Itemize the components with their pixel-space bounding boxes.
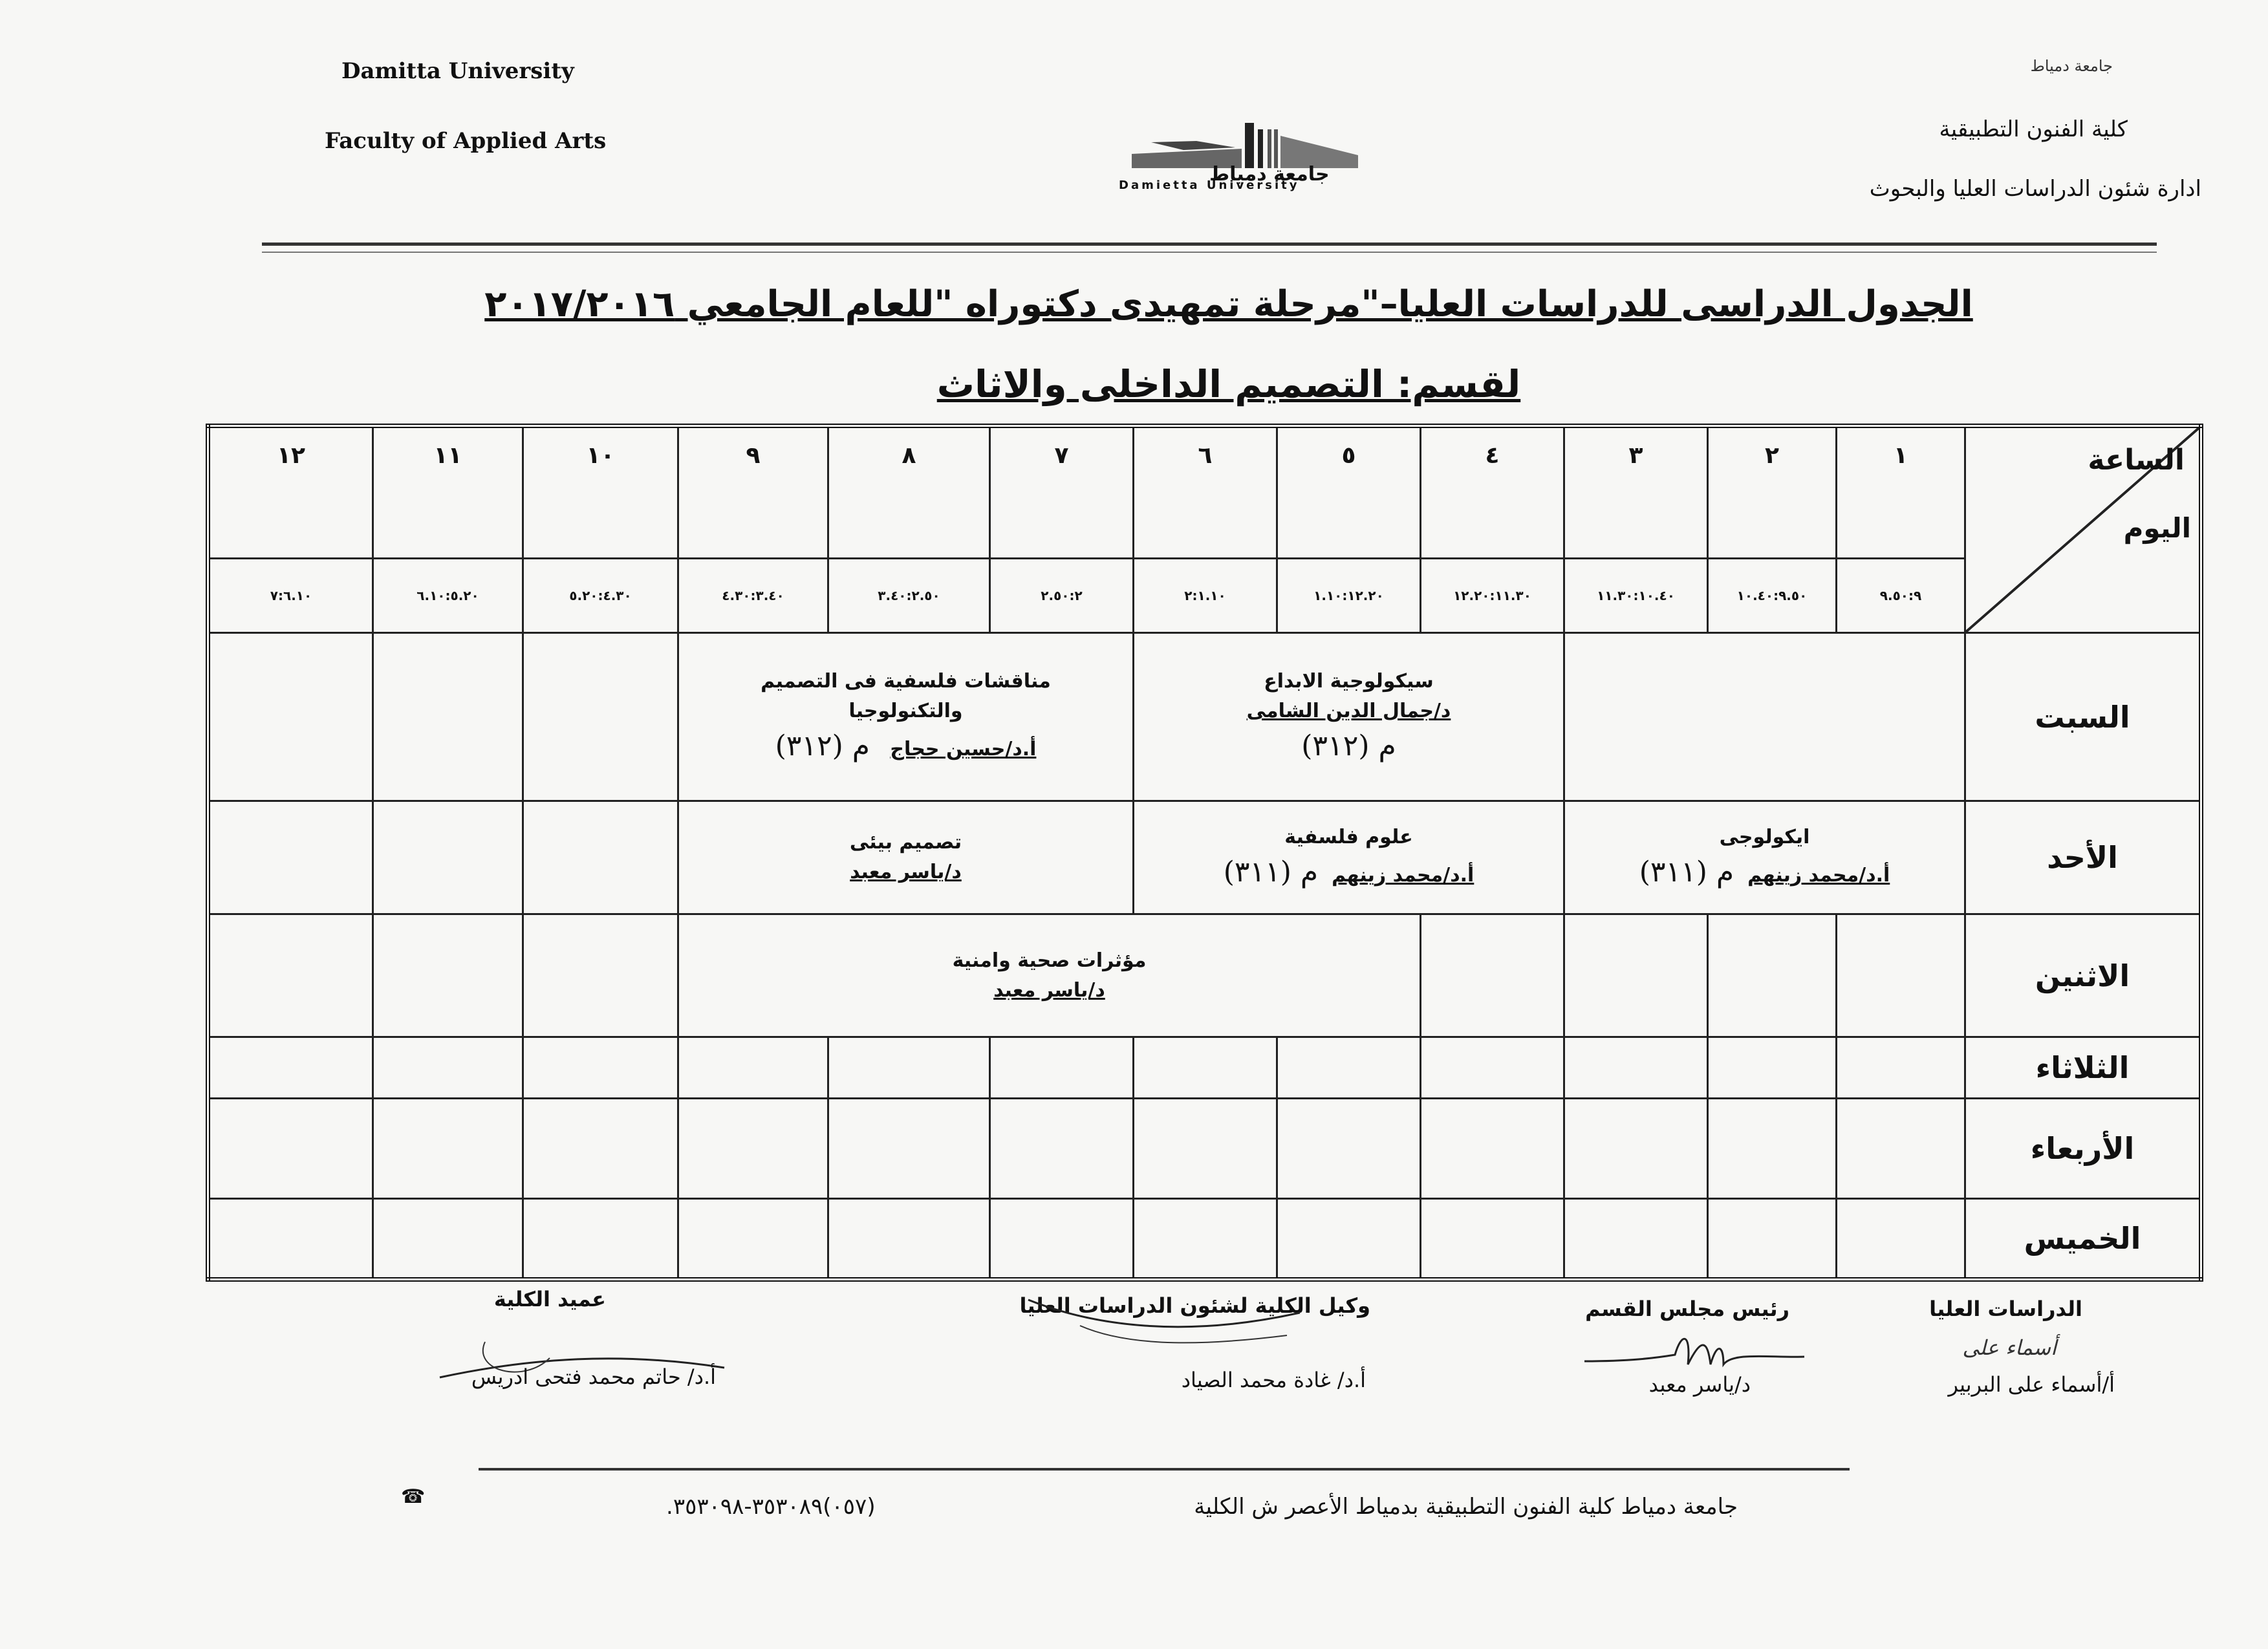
day-label-saturday: السبت <box>1965 633 2201 801</box>
footer-phones: (٠٥٧)٣٥٣٠٨٩-٣٥٣٠٩٨. <box>666 1494 876 1520</box>
period-time: ٦.١٠:٥.٢٠ <box>373 559 523 633</box>
day-row-monday <box>208 914 2201 1037</box>
empty-cell <box>1564 914 1708 1037</box>
class-cell <box>678 633 1134 801</box>
class-title: تصميم بيئى <box>849 831 962 854</box>
footer-divider <box>479 1468 1850 1471</box>
logo-text-ar: جامعة دمياط <box>1209 163 1330 186</box>
empty-cell <box>373 1199 523 1280</box>
period-time: ١.١٠:١٢.٢٠ <box>1277 559 1421 633</box>
empty-cell <box>1277 1099 1421 1199</box>
signature-name-dept-head: د/ياسر معبد <box>1648 1372 1751 1397</box>
class-teacher: د/ياسر معبد <box>850 861 962 883</box>
empty-cell <box>1421 1199 1564 1280</box>
period-number: ٧ <box>990 426 1134 559</box>
class-title: علوم فلسفية <box>1284 825 1413 848</box>
page-subtitle: لقسم: التصميم الداخلى والاثاث <box>936 362 1521 406</box>
signature-scribble-vice-dean <box>1015 1287 1326 1358</box>
period-number: ٤ <box>1421 426 1564 559</box>
period-time: ١١.٣٠:١٠.٤٠ <box>1564 559 1708 633</box>
day-row-saturday <box>208 633 2201 801</box>
empty-cell <box>208 1199 373 1280</box>
class-room: م (٣١١) <box>1223 855 1319 889</box>
period-number: ٥ <box>1277 426 1421 559</box>
empty-cell <box>1708 1099 1837 1199</box>
class-title: مؤثرات صحية وامنية <box>952 949 1147 972</box>
empty-cell <box>990 1099 1134 1199</box>
page-title: الجدول الدراسى للدراسات العليا–"مرحلة تمهيدى دكتوراه "للعام الجامعي ٢٠١٧/٢٠١٦ <box>484 283 1973 325</box>
class-title: مناقشات فلسفية فى التصميم <box>761 670 1051 693</box>
signature-title-dept-head: رئيس مجلس القسم <box>1585 1297 1789 1321</box>
empty-cell <box>1421 1037 1564 1099</box>
empty-cell <box>523 1037 678 1099</box>
header-time-row <box>208 559 2201 633</box>
class-teacher: أ.د/حسين حجاج <box>890 738 1037 761</box>
empty-cell <box>1708 914 1837 1037</box>
day-row-sunday <box>208 801 2201 914</box>
empty-cell <box>373 633 523 801</box>
empty-cell <box>208 1037 373 1099</box>
empty-cell <box>373 801 523 914</box>
empty-cell <box>1837 914 1965 1037</box>
empty-cell <box>523 801 678 914</box>
class-title: ايكولوجى <box>1719 825 1810 848</box>
footer-address: جامعة دمياط كلية الفنون التطبيقية بدمياط الأعصر ش الكلية <box>1194 1494 1738 1520</box>
university-name-en: Damitta University <box>341 58 574 84</box>
day-row-thursday <box>208 1199 2201 1280</box>
class-room: م (٣١١) <box>1639 855 1734 889</box>
period-time: ٣.٤٠:٢.٥٠ <box>828 559 990 633</box>
period-time: ٤.٣٠:٣.٤٠ <box>678 559 828 633</box>
university-name-ar: جامعة دمياط <box>2030 57 2113 75</box>
class-teacher: أ.د/محمد زينهم <box>1332 863 1474 887</box>
empty-cell <box>1134 1037 1277 1099</box>
period-time: ١٢.٢٠:١١.٣٠ <box>1421 559 1564 633</box>
day-label-sunday: الأحد <box>1965 801 2201 914</box>
empty-cell <box>523 914 678 1037</box>
empty-cell <box>373 1099 523 1199</box>
period-time: ٧:٦.١٠ <box>208 559 373 633</box>
empty-cell <box>208 801 373 914</box>
empty-cell <box>373 1037 523 1099</box>
empty-cell <box>828 1037 990 1099</box>
class-teacher: أ.د/محمد زينهم <box>1747 863 1890 887</box>
empty-cell <box>828 1099 990 1199</box>
class-cell <box>1134 633 1564 801</box>
class-title: سيكولوجية الابداع <box>1264 670 1434 693</box>
period-number: ٨ <box>828 426 990 559</box>
empty-cell <box>373 914 523 1037</box>
signature-title-postgrad: الدراسات العليا <box>1929 1297 2082 1321</box>
empty-cell <box>1134 1099 1277 1199</box>
day-row-wednesday <box>208 1099 2201 1199</box>
class-title-line2: والتكنولوجيا <box>848 700 963 723</box>
empty-cell <box>1564 633 1965 801</box>
empty-cell <box>678 1037 828 1099</box>
empty-cell <box>1134 1199 1277 1280</box>
empty-cell <box>1708 1199 1837 1280</box>
period-number: ١٠ <box>523 426 678 559</box>
class-teacher: د/جمال الدين الشامى <box>1246 700 1451 723</box>
period-time: ١٠.٤٠:٩.٥٠ <box>1708 559 1837 633</box>
hour-label: الساعة <box>2088 444 2185 477</box>
empty-cell <box>1564 1099 1708 1199</box>
day-label-tuesday: الثلاثاء <box>1965 1037 2201 1099</box>
period-time: ٩.٥٠:٩ <box>1837 559 1965 633</box>
empty-cell <box>208 1099 373 1199</box>
signature-handwritten-postgrad: أسماء على <box>1962 1335 2057 1360</box>
class-cell <box>1564 801 1965 914</box>
corner-header-cell <box>1965 426 2201 633</box>
faculty-name-ar: كلية الفنون التطبيقية <box>1939 116 2128 142</box>
empty-cell <box>828 1199 990 1280</box>
period-time: ٢.٥٠:٢ <box>990 559 1134 633</box>
empty-cell <box>523 1199 678 1280</box>
period-number: ٦ <box>1134 426 1277 559</box>
period-number: ٢ <box>1708 426 1837 559</box>
period-time: ٥.٢٠:٤.٣٠ <box>523 559 678 633</box>
telephone-icon: ☎ <box>401 1485 426 1508</box>
empty-cell <box>1421 1099 1564 1199</box>
class-cell <box>1134 801 1564 914</box>
period-number: ٣ <box>1564 426 1708 559</box>
empty-cell <box>208 633 373 801</box>
faculty-name-en: Faculty of Applied Arts <box>325 128 607 154</box>
class-cell <box>678 914 1421 1037</box>
period-number: ١١ <box>373 426 523 559</box>
header-divider-thin <box>262 252 2157 253</box>
empty-cell <box>1564 1199 1708 1280</box>
empty-cell <box>1564 1037 1708 1099</box>
empty-cell <box>523 1099 678 1199</box>
header-divider <box>262 242 2157 246</box>
day-label-monday: الاثنين <box>1965 914 2201 1037</box>
schedule-table <box>206 424 2203 1282</box>
period-number: ٩ <box>678 426 828 559</box>
empty-cell <box>1837 1037 1965 1099</box>
signature-name-dean: أ.د/ حاتم محمد فتحى ادريس <box>471 1364 716 1389</box>
empty-cell <box>1277 1037 1421 1099</box>
header-number-row <box>208 426 2201 559</box>
department-name-ar: ادارة شئون الدراسات العليا والبحوث <box>1869 176 2201 202</box>
empty-cell <box>678 1199 828 1280</box>
empty-cell <box>208 914 373 1037</box>
empty-cell <box>990 1037 1134 1099</box>
signature-title-vice-dean: وكيل الكلية لشئون الدراسات العليا <box>1019 1293 1370 1318</box>
logo-text-en: Damietta University <box>1119 178 1300 192</box>
empty-cell <box>1837 1199 1965 1280</box>
empty-cell <box>678 1099 828 1199</box>
empty-cell <box>1277 1199 1421 1280</box>
period-number: ١ <box>1837 426 1965 559</box>
empty-cell <box>523 633 678 801</box>
university-logo <box>1112 116 1423 194</box>
class-teacher: د/ياسر معبد <box>993 978 1105 1002</box>
signature-name-postgrad: أ/أسماء على البربير <box>1948 1372 2115 1397</box>
empty-cell <box>1421 914 1564 1037</box>
signature-name-vice-dean: أ.د/ غادة محمد الصياد <box>1181 1368 1366 1392</box>
class-room: م (٣١٢) <box>775 729 870 763</box>
empty-cell <box>990 1199 1134 1280</box>
period-number: ١٢ <box>208 426 373 559</box>
period-time: ٢:١.١٠ <box>1134 559 1277 633</box>
empty-cell <box>1837 1099 1965 1199</box>
day-label: اليوم <box>2123 512 2191 544</box>
day-label-thursday: الخميس <box>1965 1199 2201 1280</box>
signature-title-dean: عميد الكلية <box>493 1287 606 1311</box>
day-label-wednesday: الأربعاء <box>1965 1099 2201 1199</box>
empty-cell <box>1708 1037 1837 1099</box>
class-room: م (٣١٢) <box>1301 729 1396 763</box>
day-row-tuesday <box>208 1037 2201 1099</box>
class-cell <box>678 801 1134 914</box>
